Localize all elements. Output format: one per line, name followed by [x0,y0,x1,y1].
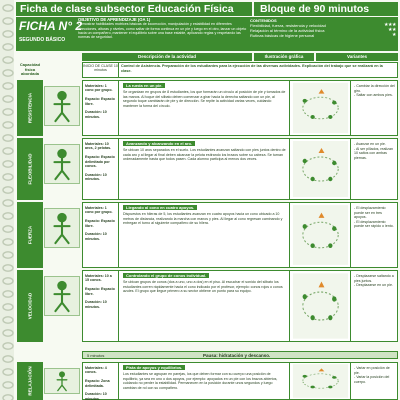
capacity-figure-image [44,86,80,126]
activity-description [120,81,290,135]
capacity-tab-label: RELAJACIÓN [27,366,33,396]
rating-stars-icon: ★★★ [384,22,396,28]
capacity-tab [17,202,43,268]
activity-row [82,202,398,268]
pause-text: Pausa: hidratación y descanso. [203,353,271,358]
activity-materials: Materiales: 1 cono por grupo. Espacio: Espacio libre. Duración: 10 minutos. [83,203,119,267]
activity-variants: - Desplazarse saltando a pies juntos. - Desplazarse en un pie. [354,274,394,287]
activity-materials: Materiales: 10 a 15 conos. Espacio: Espacio libre. Duración: 10 minutos. [83,271,119,341]
activity-row [82,362,398,400]
activity-text: Dispuestos en hileras de 5, los estudiantes avanzan en cuatro apoyos hacia un cono ubicado a 10 metros de distancia, realizando la marcha con manos y pies. Al llegar al cono regresan caminando y entregan el turno al siguiente compañero de su hilera. [123,212,283,225]
activity-title: Avanzando y alcanzando en el aro. [123,141,195,146]
info-panel [16,17,398,51]
activity-variants: - Avanzar en un pie. - Al ser pillados, realizan 10 saltos con ambas piernas. [354,142,393,160]
ficha-block [16,17,83,51]
column-header-description: Descripción de la actividad [82,53,252,61]
capacity-figure-image [44,368,80,394]
contents-heading: CONTENIDOS [250,18,277,23]
activity-text: Los estudiantes se agrupan en parejas, los que deben formar con su cuerpo una posición de equilibrio, ya sea en uno o dos apoyos, por ejemplo: apoyados en un pie con los brazos abiertos, cuidando no perder la estabilidad. Permanecen en la posición durante unos segundos y luego cambian de rol con su compañero. [123,372,278,390]
activity-illustration [291,271,351,341]
capacity-tab-label: RESISTENCIA [27,92,33,124]
column-headers [16,53,398,61]
objectives-text: Demostrar habilidades motrices básicas de locomoción, manipulación y estabilidad en diferentes direcciones, alturas y niveles, como saltar de forma continua en un pie y luego en el otro, lanzar un objeto hacia un compañero, mantener el equilibrio sobre una base estable, aplicando reglas y respetando las normas de seguridad. [78,22,247,40]
pause-strip [82,351,398,359]
activity-illustration [291,139,351,199]
rating-stars-icon: ★ [392,32,396,39]
objectives-block [78,18,248,50]
capacity-tab [17,362,43,400]
header-title: Ficha de clase subsector Educación Física [20,3,234,15]
activity-illustration [291,203,351,267]
spiral-binding [0,0,14,400]
capacity-tab [17,80,43,136]
capacity-label: Capacidad física abordada [19,62,41,77]
activity-variants: - Variar en posición de pie. - Variar la posición del cuerpo. [354,366,390,384]
contents-block [250,18,396,50]
header-duration: Bloque de 90 minutos [252,2,369,16]
capacity-figure-image [44,144,80,184]
capacity-tab [17,138,43,200]
ficha-number: FICHA N° 2 [19,19,83,33]
activity-materials: Materiales: 10 aros, 2 pelotas. Espacio: Espacio delimitado por conos. Duración: 10 minutos. [83,139,119,199]
activity-description [120,203,290,267]
column-header-variants: Variantes [316,53,398,61]
activity-variants: - El desplazamiento puede ser en tres apoyos. - El desplazamiento puede ser rápido o lento. [354,206,394,228]
activity-title: La rueda en un pie. [123,83,165,88]
intro-row [82,62,398,78]
activity-materials: Materiales: 4 conos. Espacio: Zona delimitada. Duración: 10 minutos. [83,363,119,399]
page-header [16,2,398,16]
column-header-graphic: Ilustración gráfica [254,53,314,61]
capacity-tab [17,270,43,342]
objectives-heading: OBJETIVO DE APRENDIZAJE (OA 1) [78,18,151,22]
pause-minutes: 5 minutos [87,353,105,358]
activity-description [120,363,290,399]
activity-variants: - Cambiar la dirección del giro. - Saltar con ambos pies. [354,84,395,97]
activity-row [82,138,398,200]
activity-title: Controlando el grupo de conos individual. [123,273,209,278]
content-item: Rutinas básicas de higiene personal ★ [250,32,396,39]
activity-text: Se organizan en grupos de 8 estudiantes, los que formarán un círculo al posición de pie y tomados de las manos. Al toque del silbato deben comenzar a girar hacia la derecha saltando con un pie, al segundo toque cambiarán de pie y de dirección. Se repite la actividad varias veces, cuidando mantener la forma del círculo. [123,90,286,108]
capacity-tab-label: FUERZA [27,225,33,245]
capacity-figure-image [44,276,80,316]
activity-text: Se ubican 10 aros separados en el suelo. Los estudiantes avanzan saltando con pies juntos dentro de cada aro y al llegar al final deben alcanzar la pelota estirando los brazos sobre su cabeza. Se turnan ordenadamente hasta que todos pasen. Cada alumno participa al menos dos veces. [123,148,286,161]
content-item: Relajación al término de la actividad física ★★ [250,27,396,34]
activity-description [120,271,290,341]
activity-illustration [291,363,351,399]
ficha-level: SEGUNDO BÁSICO [19,37,66,43]
activity-title: Llegando al cono en cuatro apoyos. [123,205,197,210]
activity-row [82,80,398,136]
intro-text: Control de Asistencia. Preparación de los estudiantes para la ejecución de las diversas actividades. Explicación del trabajo que se realizará en la clase. [121,64,383,73]
activity-materials: Materiales: 1 cono por grupo. Espacio: Espacio libre. Duración: 10 minutos. [83,81,119,135]
capacity-tab-label: FLEXIBILIDAD [27,153,33,185]
content-item: Flexibilidad, fuerza, resistencia y velocidad ★★★ [250,22,396,28]
rating-stars-icon: ★★ [388,27,396,34]
activity-illustration [291,81,351,135]
capacity-figure-image [44,208,80,248]
intro-time: INICIO DE CLASE 10 minutos [83,63,119,77]
capacity-tab-label: VELOCIDAD [27,292,33,320]
activity-row [82,270,398,342]
activity-text: Se ubican grupos de conos (dos a uno, uno a dos) en el piso. Al escuchar el sonido del silbato los estudiantes corren rápidamente hacia el cono indicado por el profesor, ejemplo: conos rojos o conos azules. El grupo que llegue primero a su sector obtiene un punto para su equipo. [123,280,283,293]
activity-title: Pista de apoyos y equilibrios. [123,365,185,370]
activity-description [120,139,290,199]
